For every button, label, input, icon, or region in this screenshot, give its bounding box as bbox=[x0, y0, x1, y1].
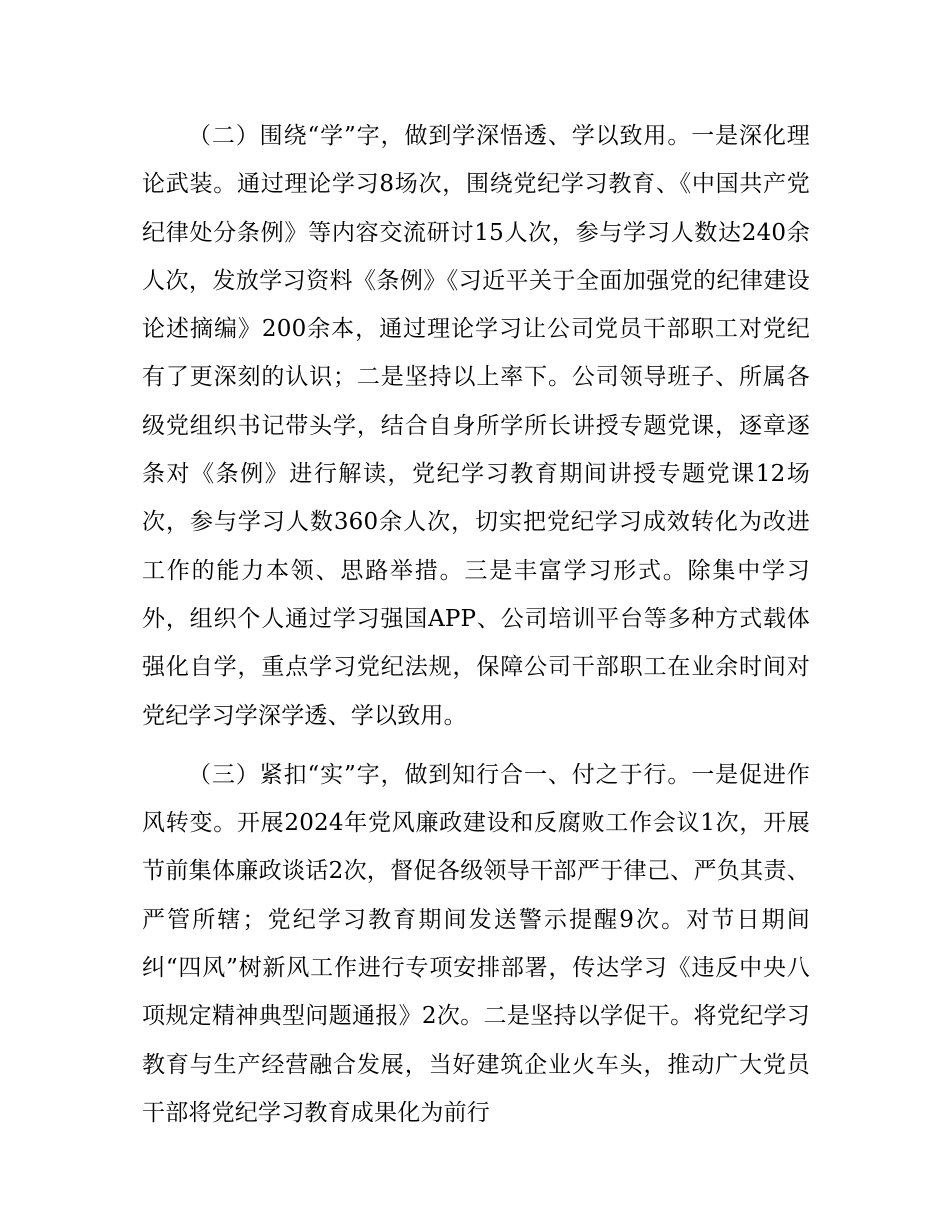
paragraph-practice: （三）紧扣“实”字，做到知行合一、付之于行。一是促进作风转变。开展2024年党风廉政建设和反腐败工作会议1次，开展节前集体廉政谈话2次，督促各级领导干部严于律己、严负其责、严管所辖；党纪学习教育期间发送警示提醒9次。对节日期间纠“四风”树新风工作进行专项安排部署，传达学习《违反中央八项规定精神典型问题通报》2次。二是坚持以学促干。将党纪学习教育与生产经营融合发展，当好建筑企业火车头，推动广大党员干部将党纪学习教育成果化为前行 bbox=[142, 761, 810, 1126]
document-body bbox=[142, 112, 810, 1137]
paragraph-study: （二）围绕“学”字，做到学深悟透、学以致用。一是深化理论武装。通过理论学习8场次，围绕党纪学习教育、《中国共产党纪律处分条例》等内容交流研讨15人次，参与学习人数达240余人次，发放学习资料《条例》《习近平关于全面加强党的纪律建设论述摘编》200余本，通过理论学习让公司党员干部职工对党纪有了更深刻的认识；二是坚持以上率下。公司领导班子、所属各级党组织书记带头学，结合自身所学所长讲授专题党课，逐章逐条对《条例》进行解读，党纪学习教育期间讲授专题党课12场次，参与学习人数360余人次，切实把党纪学习成效转化为改进工作的能力本领、思路举措。三是丰富学习形式。除集中学习外，组织个人通过学习强国APP、公司培训平台等多种方式载体强化自学，重点学习党纪法规，保障公司干部职工在业余时间对党纪学习学深学透、学以致用。 bbox=[142, 123, 810, 729]
